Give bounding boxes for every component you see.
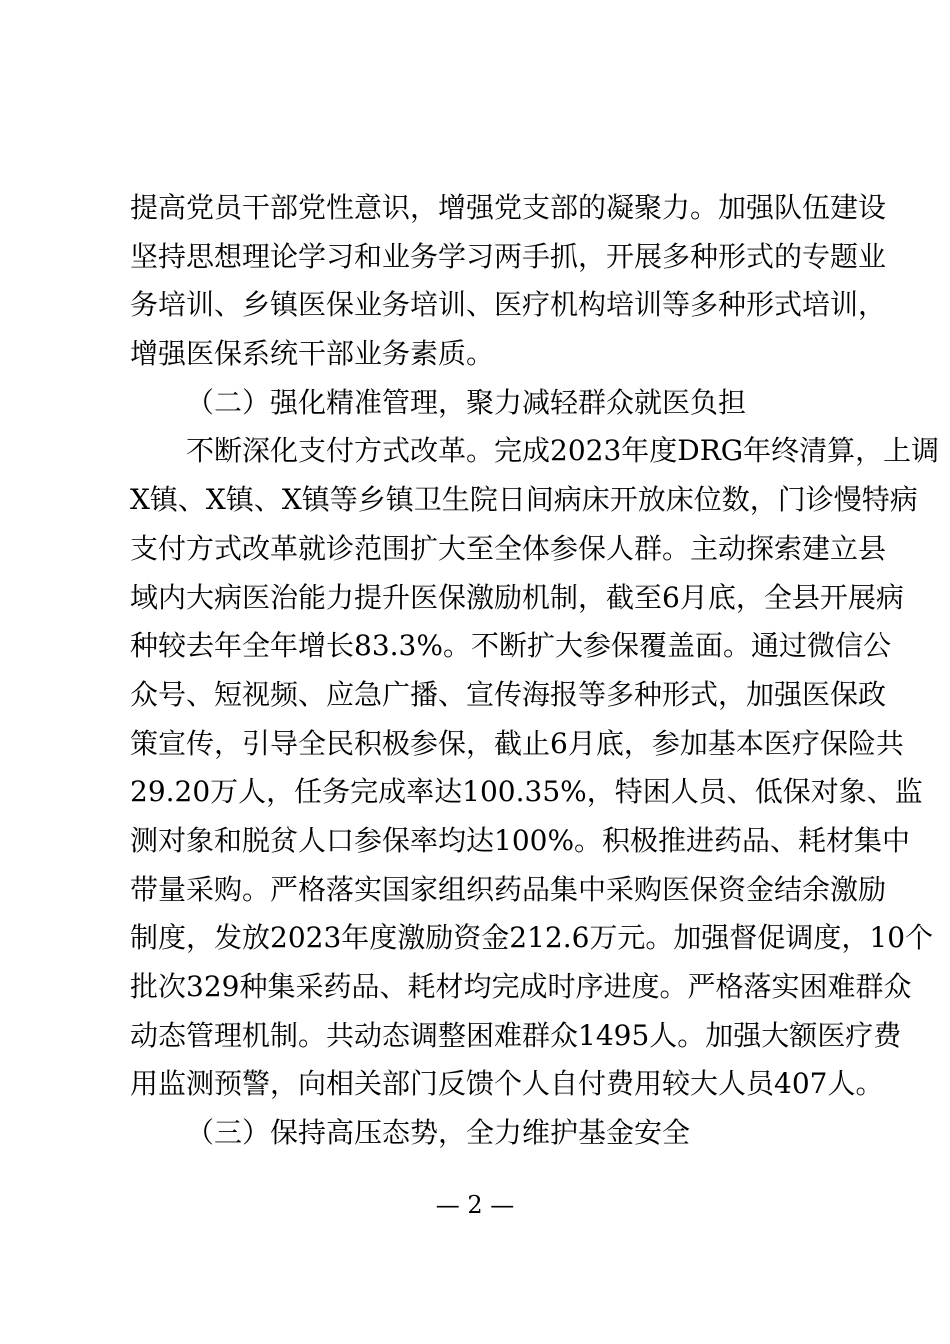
paragraph-2-line: 不断深化支付方式改革。完成2023年度DRG年终清算，上调 [186, 434, 940, 468]
paragraph-1-line: 务培训、乡镇医保业务培训、医疗机构培训等多种形式培训， [130, 288, 887, 322]
section-heading-3: （三）保持高压态势，全力维护基金安全 [186, 1116, 691, 1150]
paragraph-2-line: 制度，发放2023年度激励资金212.6万元。加强督促调度，10个 [130, 921, 934, 955]
paragraph-2-line: 用监测预警，向相关部门反馈个人自付费用较大人员407人。 [130, 1067, 884, 1101]
paragraph-1-line: 提高党员干部党性意识，增强党支部的凝聚力。加强队伍建设 [130, 191, 887, 224]
paragraph-2-line: 测对象和脱贫人口参保率均达100%。积极推进药品、耗材集中 [130, 823, 911, 857]
paragraph-2-line: 众号、短视频、应急广播、宣传海报等多种形式，加强医保政 [130, 677, 887, 711]
paragraph-2-line: 动态管理机制。共动态调整困难群众1495人。加强大额医疗费 [130, 1018, 902, 1052]
paragraph-2-line: 域内大病医治能力提升医保激励机制，截至6月底，全县开展病 [130, 580, 904, 614]
paragraph-2-line: 带量采购。严格落实国家组织药品集中采购医保资金结余激励 [130, 872, 887, 906]
paragraph-2-line: 策宣传，引导全民积极参保，截止6月底，参加基本医疗保险共 [130, 726, 904, 760]
paragraph-2-line: 批次329种集采药品、耗材均完成时序进度。严格落实困难群众 [130, 970, 912, 1003]
paragraph-2-line: 种较去年全年增长83.3%。不断扩大参保覆盖面。通过微信公 [130, 629, 891, 663]
paragraph-1-line: 增强医保系统干部业务素质。 [130, 337, 495, 371]
paragraph-2-line: X镇、X镇、X镇等乡镇卫生院日间病床开放床位数，门诊慢特病 [130, 483, 918, 517]
paragraph-2-line: 29.20万人，任务完成率达100.35%，特困人员、低保对象、监 [130, 775, 923, 809]
paragraph-1-line: 坚持思想理论学习和业务学习两手抓，开展多种形式的专题业 [130, 239, 887, 273]
paragraph-2-line: 支付方式改革就诊范围扩大至全体参保人群。主动探索建立县 [130, 531, 887, 565]
page-number: — 2 — [435, 1191, 515, 1219]
document-body [130, 184, 940, 1158]
section-heading-2: （二）强化精准管理，聚力减轻群众就医负担 [186, 385, 747, 419]
